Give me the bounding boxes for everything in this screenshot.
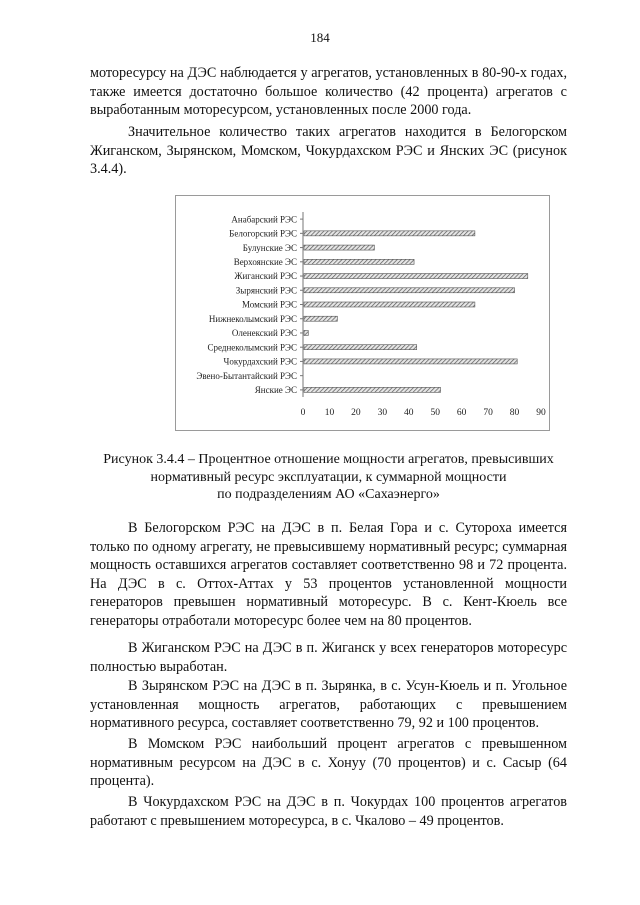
category-label: Эвено-Бытантайский РЭС	[196, 370, 297, 381]
category-label: Жиганский РЭС	[234, 271, 297, 282]
category-label: Анабарский РЭС	[231, 214, 297, 225]
bar	[304, 245, 374, 250]
bar	[304, 302, 475, 307]
x-tick-label: 10	[324, 408, 335, 418]
paragraph-2: Значительное количество таких агрегатов находится в Белогорском Жиганском, Зырянском, Момском, Чокурдахском РЭС и Янских ЭС (рисунок 3.4.4).	[90, 124, 567, 178]
x-tick-label: 80	[509, 408, 520, 418]
caption-line-2: нормативный ресурс эксплуатации, к суммарной мощности	[150, 469, 507, 485]
bar	[304, 330, 308, 335]
page-number: 184	[310, 30, 330, 45]
x-tick-label: 20	[351, 408, 361, 418]
paragraph-4: В Жиганском РЭС на ДЭС в п. Жиганск у всех генераторов моторесурс полностью выработан.	[90, 640, 567, 675]
x-tick-label: 40	[404, 408, 414, 418]
x-tick-label: 70	[483, 408, 493, 418]
figure-caption	[90, 451, 567, 504]
paragraph-7: В Чокурдахском РЭС на ДЭС в п. Чокурдах 100 процентов агрегатов работают с превышением моторесурса, в с. Чкалово – 49 процентов.	[90, 794, 567, 829]
category-label: Оленекский РЭС	[231, 328, 297, 339]
category-label: Янские ЭС	[254, 385, 297, 396]
category-label: Момский РЭС	[241, 299, 297, 310]
bar	[304, 359, 517, 364]
category-label: Верхоянские ЭС	[233, 257, 297, 268]
category-label: Среднеколымский РЭС	[207, 342, 297, 353]
bar	[304, 345, 417, 350]
bar	[304, 231, 475, 236]
x-tick-label: 30	[377, 408, 388, 418]
paragraph-6: В Момском РЭС наибольший процент агрегатов с превышенном нормативным ресурсом на ДЭС в с. Хонуу (70 процентов) и с. Сасыр (64 процента).	[90, 736, 567, 790]
category-label: Зырянский РЭС	[235, 285, 297, 296]
bar	[304, 288, 515, 293]
bar	[304, 274, 528, 279]
category-label: Нижнеколымский РЭС	[208, 313, 297, 324]
x-tick-label: 0	[300, 408, 306, 418]
bar-chart	[176, 196, 551, 432]
figure-chart-frame	[175, 195, 550, 431]
paragraph-3: В Белогорском РЭС на ДЭС в п. Белая Гора и с. Сутороха имеется только по одному агрегату, не превысившему нормативный ресурс; суммарная мощность оставшихся агрегатов составляет соответственно 98 и 72 процента. На ДЭС в с. Оттох-Аттах у 53 процентов установленной мощности генераторов превышен нормативный моторесурс. В с. Кент-Кюель все генераторы отработали моторесурс более чем на 80 процентов.	[90, 520, 567, 629]
x-tick-label: 60	[456, 408, 467, 418]
x-tick-label: 90	[536, 408, 546, 418]
category-label: Белогорский РЭС	[229, 228, 297, 239]
paragraph-1: моторесурсу на ДЭС наблюдается у агрегатов, установленных в 80-90-х годах, также имеется достаточно большое количество (42 процента) агрегатов с выработанным моторесурсом, установленных после 2000 года.	[90, 65, 567, 119]
x-tick-label: 50	[430, 408, 440, 418]
bar	[304, 387, 441, 392]
category-label: Чокурдахский РЭС	[223, 356, 297, 367]
bar	[304, 259, 414, 264]
bar	[304, 316, 337, 321]
caption-line-1: Рисунок 3.4.4 – Процентное отношение мощности агрегатов, превысивших	[103, 452, 554, 467]
paragraph-5: В Зырянском РЭС на ДЭС в п. Зырянка, в с. Усун-Кюель и п. Угольное установленная мощность агрегатов, работающих с превышением нормативного ресурса, составляет соответственно 79, 92 и 100 процентов.	[90, 678, 567, 732]
caption-line-3: по подразделениям АО «Сахаэнерго»	[217, 487, 440, 502]
category-label: Булунские ЭС	[242, 242, 297, 253]
